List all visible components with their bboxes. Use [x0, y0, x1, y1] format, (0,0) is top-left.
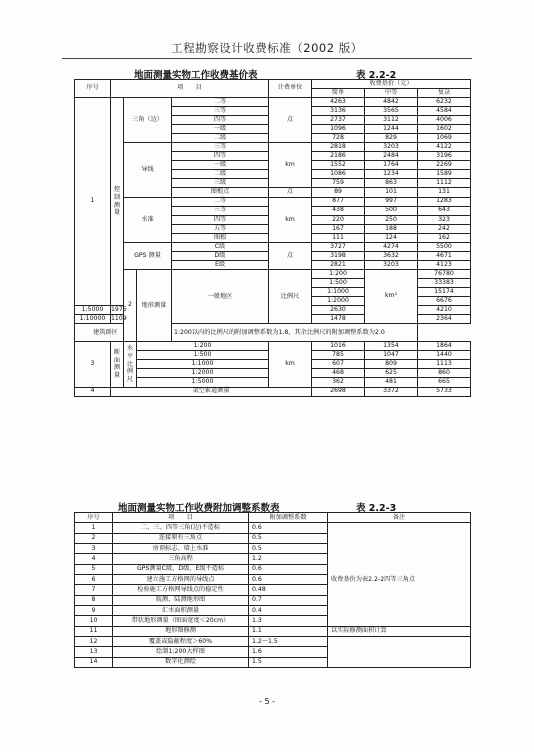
price-complex: 3196 — [418, 152, 471, 161]
col-header-medium: 中等 — [365, 89, 418, 98]
price-complex: 643 — [418, 206, 471, 215]
fee-base-price-table — [74, 79, 471, 397]
col-header-complex: 复杂 — [418, 89, 471, 98]
col-header-coefficient: 附加调整系数 — [249, 513, 328, 523]
price-medium: 3112 — [365, 116, 418, 125]
price-medium: 3565 — [365, 107, 418, 116]
grade-cell: 三级 — [172, 179, 269, 188]
price-medium: 1478 — [312, 315, 365, 324]
price-medium: 481 — [365, 378, 418, 387]
price-simple: 2737 — [312, 116, 365, 125]
unit-cell: 点 — [269, 242, 312, 269]
grade-cell: 三等 — [172, 107, 269, 116]
price-medium: 1354 — [365, 342, 418, 351]
price-medium: 1234 — [365, 170, 418, 179]
col-header-note: 备注 — [328, 513, 471, 523]
price-complex: 5500 — [418, 242, 471, 251]
price-simple: 76780 — [418, 269, 471, 278]
area-cell: 一般地区 — [172, 269, 269, 323]
price-simple: 3727 — [312, 242, 365, 251]
price-simple: 1016 — [312, 342, 365, 351]
price-simple: 2698 — [312, 387, 365, 396]
price-medium: 863 — [365, 179, 418, 188]
coefficient-cell: 1.6 — [249, 647, 328, 657]
price-complex: 6232 — [418, 98, 471, 107]
scale-cell: 1:10000 — [75, 315, 111, 324]
price-complex: 4671 — [418, 251, 471, 260]
price-medium: 1764 — [365, 161, 418, 170]
item-cell: 建立施工方格网的导线点 — [113, 575, 249, 585]
price-medium: 188 — [365, 224, 418, 233]
price-simple: 785 — [312, 351, 365, 360]
price-simple: 2818 — [312, 143, 365, 152]
price-complex: 1112 — [418, 179, 471, 188]
price-simple: 1975 — [111, 306, 127, 313]
page-number: - 5 - — [259, 697, 275, 706]
category-cell: 地形测量 — [137, 269, 172, 341]
col-header-unit: 计费单位 — [269, 80, 312, 98]
table-row — [75, 637, 471, 647]
price-medium: 101 — [365, 188, 418, 197]
grade-cell: 图根 — [172, 233, 269, 242]
price-complex: 4122 — [418, 143, 471, 152]
subcategory-cell: 三角（边） — [124, 98, 172, 143]
price-complex: 4123 — [418, 260, 471, 269]
coefficient-cell: 1.5 — [249, 657, 328, 667]
price-complex: 1864 — [418, 342, 471, 351]
scale-cell: 1:200 — [312, 269, 365, 278]
coefficient-cell: 1.1 — [249, 626, 328, 636]
price-simple: 111 — [312, 233, 365, 242]
note-cell: 以实际修测面积计算 — [328, 626, 471, 636]
coefficient-cell: 0.48 — [249, 585, 328, 595]
item-cell: 数字化测绘 — [113, 657, 249, 667]
price-complex: 323 — [418, 215, 471, 224]
grade-cell: 一级 — [172, 161, 269, 170]
table-row — [75, 513, 471, 523]
price-medium: 3372 — [365, 387, 418, 396]
coefficient-cell: 0.4 — [249, 606, 328, 616]
scale-cell: 1:200 — [137, 342, 269, 351]
table-row — [75, 197, 471, 206]
table-row — [75, 242, 471, 251]
scale-cell: 1:5000 — [137, 378, 269, 387]
price-complex: 860 — [418, 369, 471, 378]
unit-cell: 点 — [269, 188, 312, 197]
col-header-seq: 序号 — [75, 513, 113, 523]
grade-cell: 三等 — [172, 206, 269, 215]
grade-cell: 四等 — [172, 152, 269, 161]
scale-cell: 1:2000 — [312, 297, 365, 306]
grade-cell: 二等 — [172, 98, 269, 107]
price-medium: 4274 — [365, 242, 418, 251]
price-medium: 625 — [365, 369, 418, 378]
subcategory-cell: 导线 — [124, 143, 172, 197]
seq-cell: 7 — [75, 585, 113, 595]
grade-cell: 五等 — [172, 224, 269, 233]
item-cell: 覆盖或隐蔽程度＞60% — [113, 637, 249, 647]
item-cell: 带状地形测量（图面宽度＜20cm） — [113, 616, 249, 626]
price-simple: 728 — [312, 134, 365, 143]
note-cell — [328, 637, 471, 668]
table-row — [75, 626, 471, 636]
subcategory-cell: 水准 — [124, 197, 172, 242]
subcategory-cell: GPS 测量 — [124, 242, 172, 269]
unit-cell: km — [269, 197, 312, 242]
seq-cell: 2 — [75, 533, 113, 543]
seq-cell: 9 — [75, 606, 113, 616]
price-simple: 607 — [312, 360, 365, 369]
table-row — [75, 98, 471, 107]
category-cell: 断面测量 — [111, 342, 124, 387]
price-medium: 1047 — [365, 351, 418, 360]
price-simple: 438 — [312, 206, 365, 215]
coefficient-cell: 0.6 — [249, 575, 328, 585]
col-header-item: 项 目 — [113, 513, 249, 523]
seq-cell: 6 — [75, 575, 113, 585]
table-row — [75, 523, 471, 533]
item-cell: 绘制1:200大样图 — [113, 647, 249, 657]
seq-cell: 8 — [75, 595, 113, 605]
price-complex: 1440 — [418, 351, 471, 360]
item-cell: 汇水面积测量 — [113, 606, 249, 616]
grade-cell: 三等 — [172, 143, 269, 152]
price-simple: 877 — [312, 197, 365, 206]
price-complex: 4210 — [418, 306, 471, 315]
grade-cell: 二级 — [172, 170, 269, 179]
header-rule — [62, 58, 472, 59]
grade-cell: 图根点 — [172, 188, 269, 197]
col-header-item: 项 目 — [111, 80, 269, 98]
unit-cell: 点 — [269, 98, 312, 143]
grade-cell: D级 — [172, 251, 269, 260]
price-complex: 1069 — [418, 134, 471, 143]
price-medium: 3203 — [365, 260, 418, 269]
price-complex: 1602 — [418, 125, 471, 134]
price-simple: 33383 — [418, 278, 471, 287]
coefficient-cell: 1.2 — [249, 554, 328, 564]
building-area-cell: 建筑群区 — [75, 324, 137, 342]
grade-cell: 四等 — [172, 116, 269, 125]
price-simple: 1096 — [312, 125, 365, 134]
price-medium: 250 — [365, 215, 418, 224]
price-simple: 3136 — [312, 107, 365, 116]
price-simple: 468 — [312, 369, 365, 378]
seq-cell: 10 — [75, 616, 113, 626]
table1-title: 地面测量实物工作收费基价表 — [134, 70, 258, 81]
grade-cell: E级 — [172, 260, 269, 269]
grade-cell: 二级 — [172, 134, 269, 143]
grade-cell: 二等 — [172, 197, 269, 206]
price-complex: 5733 — [418, 387, 471, 396]
table-row — [75, 342, 471, 351]
note-cell: 收费基价为表2.2-2四等三角点 — [328, 523, 471, 626]
grade-cell: 一级 — [172, 125, 269, 134]
price-simple: 89 — [312, 188, 365, 197]
scale-cell: 1:2000 — [137, 369, 269, 378]
price-complex: 1113 — [418, 360, 471, 369]
item-cell: 检验施工方格网导线点的稳定性 — [113, 585, 249, 595]
table2-title: 地面测量实物工作收费附加调整系数表 — [118, 503, 280, 514]
price-complex: 1283 — [418, 197, 471, 206]
seq-cell: 3 — [75, 342, 111, 387]
price-simple: 1552 — [312, 161, 365, 170]
seq-cell: 3 — [75, 544, 113, 554]
grade-cell: 四等 — [172, 215, 269, 224]
seq-cell: 5 — [75, 564, 113, 574]
scale-cell: 1:5000 — [75, 306, 111, 315]
price-medium: 2630 — [312, 306, 365, 315]
item-cell: GPS测量C级、D级、E级不造标 — [113, 564, 249, 574]
unit-cell: km — [269, 342, 312, 387]
building-note-cell: 1:200以内的比例尺的附加调整系数为1.8，其余比例尺的附加调整系数为2.0 — [172, 324, 418, 342]
seq-cell: 12 — [75, 637, 113, 647]
price-complex: 2269 — [418, 161, 471, 170]
seq-cell: 1 — [75, 98, 111, 306]
coefficient-cell: 0.5 — [249, 544, 328, 554]
price-simple: 167 — [312, 224, 365, 233]
price-simple: 2821 — [312, 260, 365, 269]
coefficient-cell: 1.3 — [249, 616, 328, 626]
table2-number: 表 2.2-3 — [356, 503, 397, 514]
price-complex: 131 — [418, 188, 471, 197]
price-medium: 2484 — [365, 152, 418, 161]
price-complex: 4006 — [418, 116, 471, 125]
price-medium: 3632 — [365, 251, 418, 260]
seq-cell: 4 — [75, 387, 111, 396]
price-simple: 2186 — [312, 152, 365, 161]
price-medium: 829 — [365, 134, 418, 143]
price-complex: 162 — [418, 233, 471, 242]
price-simple: 220 — [312, 215, 365, 224]
item-cell: 三角高程 — [113, 554, 249, 564]
price-simple: 4263 — [312, 98, 365, 107]
price-medium: 809 — [365, 360, 418, 369]
price-complex: 1589 — [418, 170, 471, 179]
item-cell: 房顶标志、墙上水准 — [113, 544, 249, 554]
price-simple: 759 — [312, 179, 365, 188]
item-cell: 航测、陆测地形图 — [113, 595, 249, 605]
unit-cell: km² — [365, 269, 418, 323]
item-cell: 连接原有三角点 — [113, 533, 249, 543]
price-complex: 2364 — [418, 315, 471, 324]
coefficient-cell: 0.6 — [249, 564, 328, 574]
coefficient-cell: 1.2～1.5 — [249, 637, 328, 647]
seq-cell: 14 — [75, 657, 113, 667]
table-row — [75, 143, 471, 152]
item-cell: 架空索道测量 — [111, 387, 312, 396]
col-header-price: 收费基价（元） — [312, 80, 471, 89]
running-header: 工程勘察设计收费标准（2002 版） — [171, 41, 363, 55]
scale-label-cell: 水平比例尺 — [124, 342, 137, 387]
price-complex: 665 — [418, 378, 471, 387]
seq-cell: 11 — [75, 626, 113, 636]
price-medium: 997 — [365, 197, 418, 206]
scale-label-cell: 比例尺 — [269, 269, 312, 323]
item-cell: 二、三、四等三角(边)不造标 — [113, 523, 249, 533]
scale-cell: 1:1000 — [312, 287, 365, 296]
grade-cell: C级 — [172, 242, 269, 251]
seq-cell: 1 — [75, 523, 113, 533]
price-medium: 500 — [365, 206, 418, 215]
table-row — [75, 324, 471, 333]
table1-number: 表 2.2-2 — [356, 70, 397, 81]
seq-cell: 2 — [124, 269, 137, 341]
table-row — [75, 269, 471, 278]
scale-cell: 1:1000 — [137, 360, 269, 369]
price-medium: 4842 — [365, 98, 418, 107]
price-medium: 3203 — [365, 143, 418, 152]
category-cell: 控制测量 — [111, 98, 124, 306]
table-row — [75, 80, 471, 89]
price-simple: 6676 — [418, 297, 471, 306]
price-simple: 1109 — [111, 315, 127, 323]
scale-cell: 1:500 — [312, 278, 365, 287]
price-complex: 4584 — [418, 107, 471, 116]
price-medium: 1244 — [365, 125, 418, 134]
price-simple: 15174 — [418, 287, 471, 296]
scale-cell: 1:500 — [137, 351, 269, 360]
adjustment-coefficient-table — [74, 512, 471, 668]
table-row — [75, 387, 471, 396]
coefficient-cell: 0.7 — [249, 595, 328, 605]
col-header-seq: 序号 — [75, 80, 111, 98]
price-simple: 362 — [312, 378, 365, 387]
unit-cell: km — [269, 143, 312, 188]
seq-cell: 4 — [75, 554, 113, 564]
price-complex: 242 — [418, 224, 471, 233]
coefficient-cell: 0.6 — [249, 523, 328, 533]
price-simple: 3198 — [312, 251, 365, 260]
price-medium: 124 — [365, 233, 418, 242]
item-cell: 地形图修测 — [113, 626, 249, 636]
seq-cell: 13 — [75, 647, 113, 657]
col-header-simple: 简单 — [312, 89, 365, 98]
coefficient-cell: 0.5 — [249, 533, 328, 543]
price-simple: 1086 — [312, 170, 365, 179]
